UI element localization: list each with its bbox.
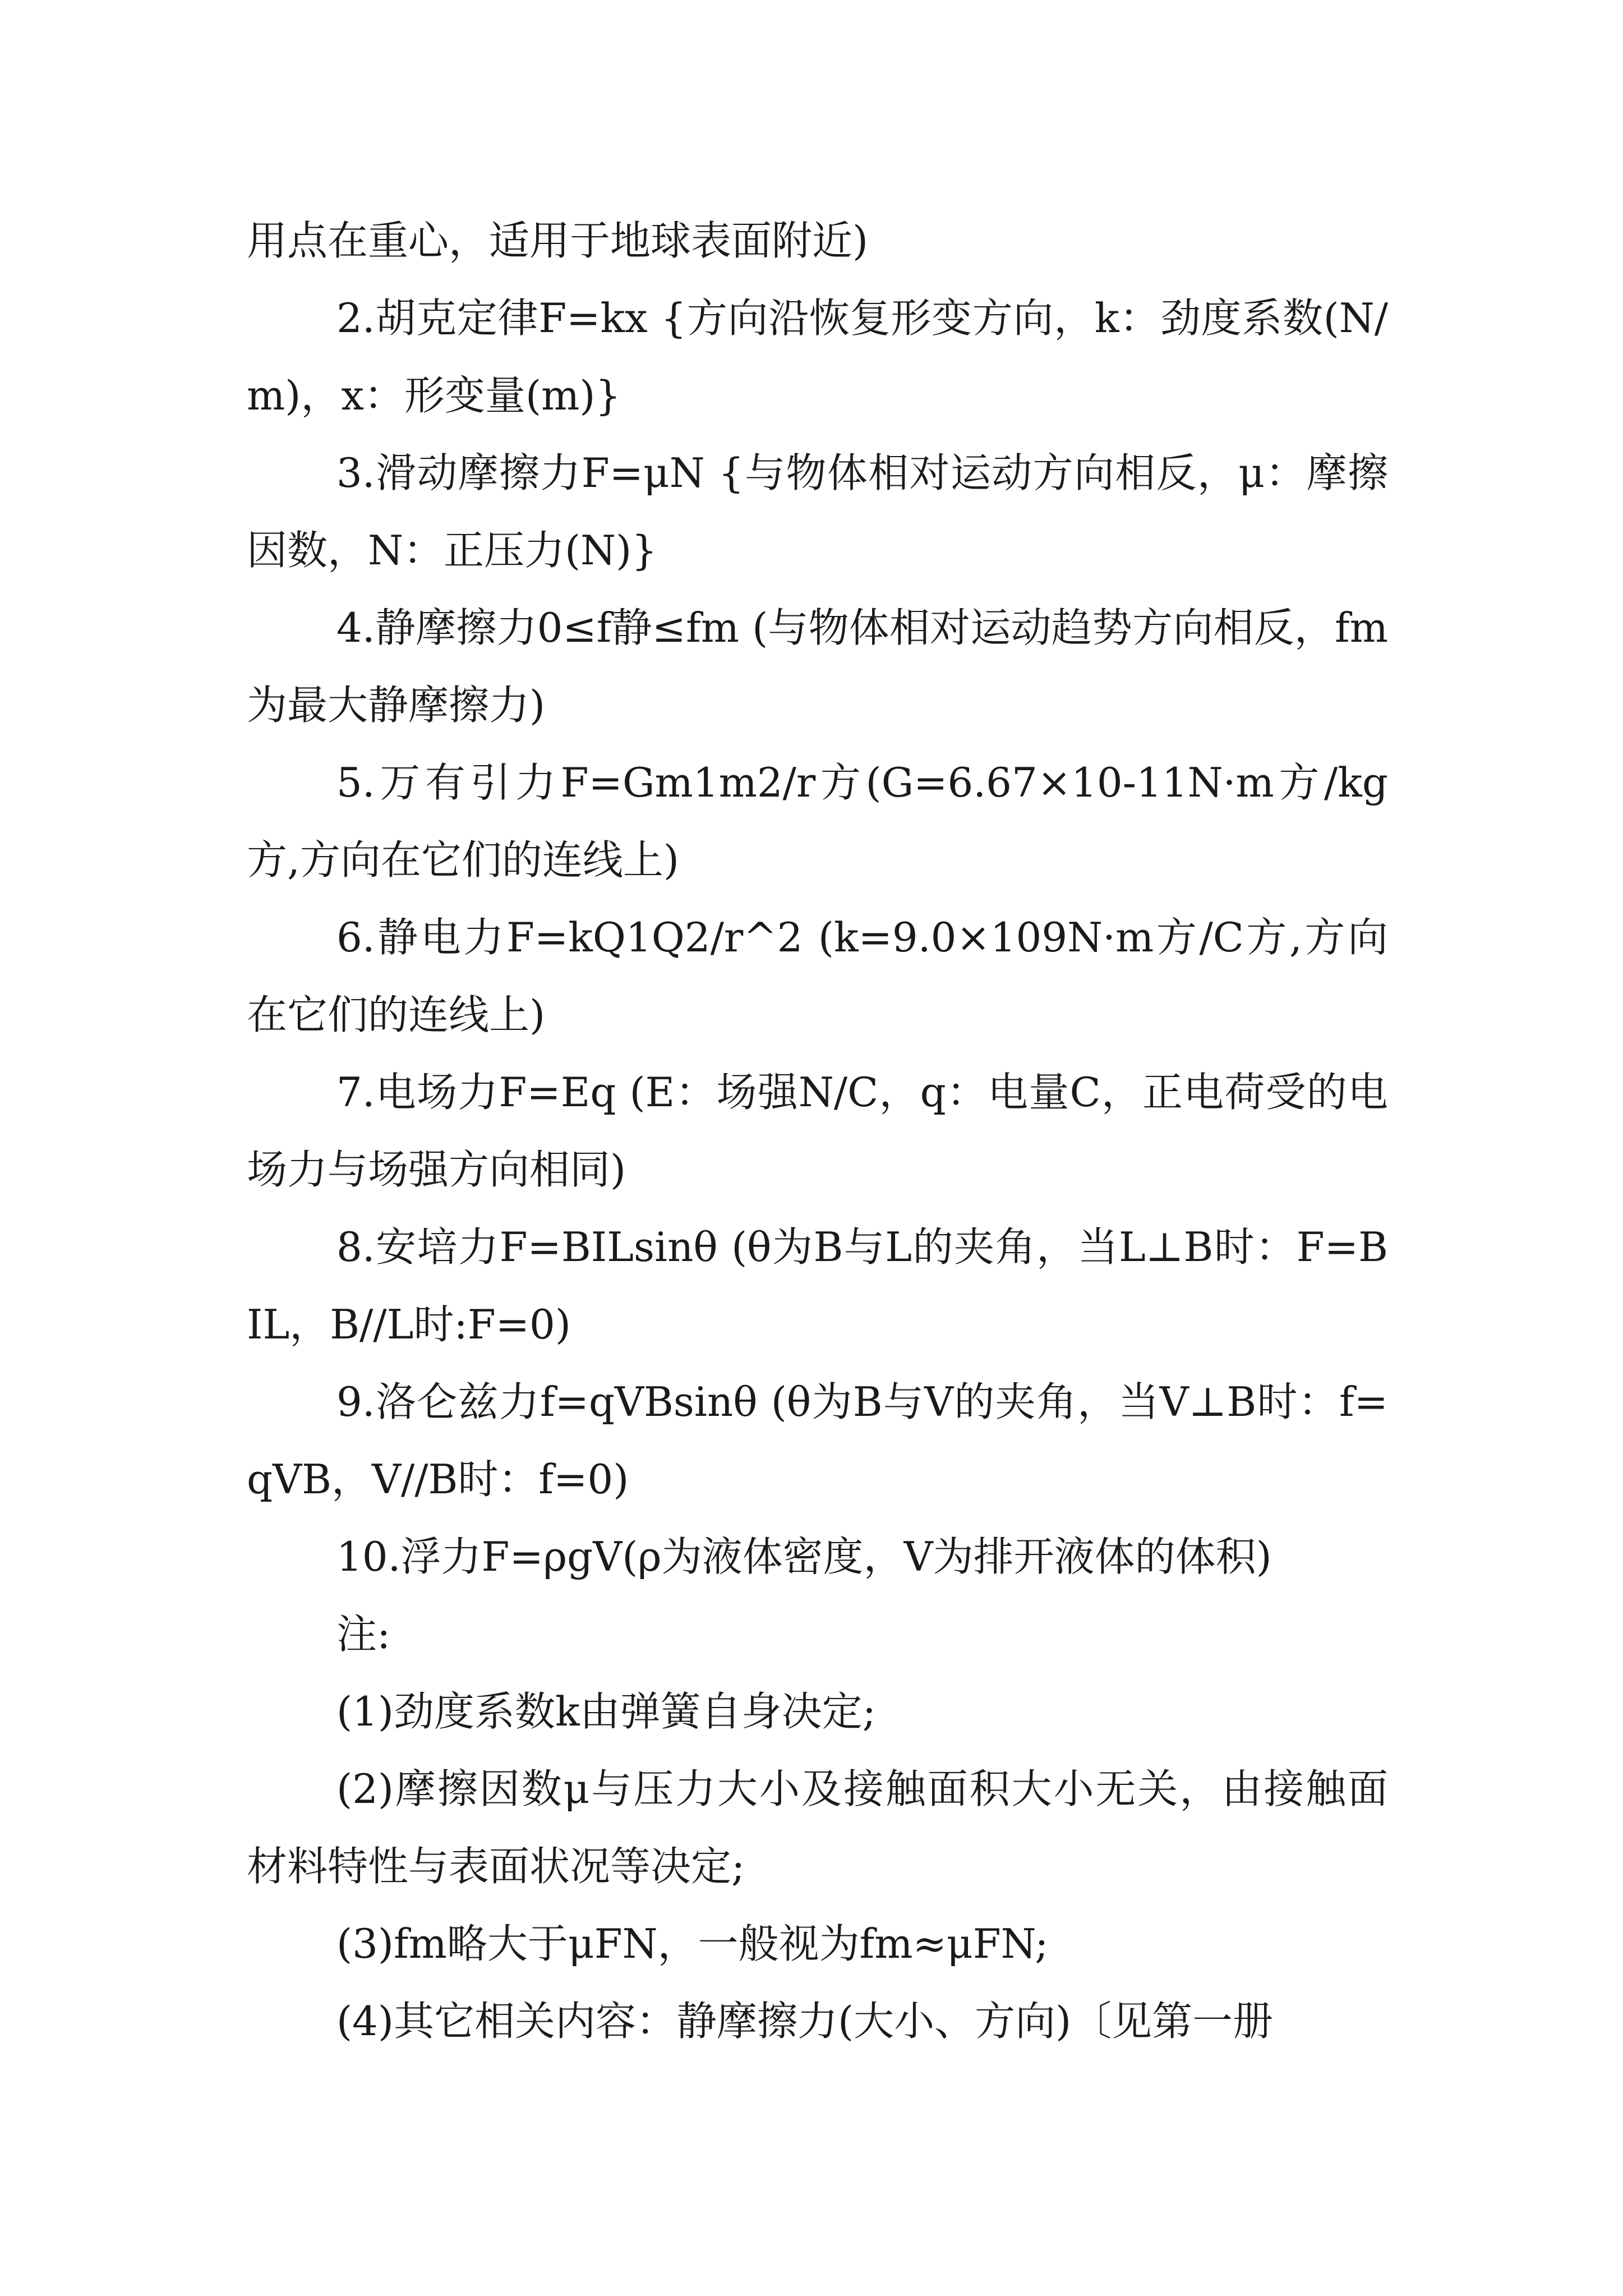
paragraph-gravitation: 5.万有引力F=Gm1m2/r方(G=6.67×10-11N·m方/kg方,方向在它们的连线上) [247, 759, 1388, 884]
paragraph-continuation: 用点在重心，适用于地球表面附近) [247, 217, 869, 264]
paragraph-static-friction: 4.静摩擦力0≤f静≤fm (与物体相对运动趋势方向相反，fm为最大静摩擦力) [247, 604, 1388, 729]
paragraph-ampere-force: 8.安培力F=BILsinθ (θ为B与L的夹角，当L⊥B时：F=BIL，B//L时:F=0) [247, 1223, 1388, 1348]
paragraph-note-2: (2)摩擦因数μ与压力大小及接触面积大小无关，由接触面材料特性与表面状况等决定; [247, 1765, 1388, 1890]
paragraph-notes-heading: 注: [336, 1611, 391, 1658]
paragraph-buoyancy: 10.浮力F=ρgV(ρ为液体密度，V为排开液体的体积) [336, 1533, 1272, 1580]
paragraph-note-3: (3)fm略大于μFN，一般视为fm≈μFN; [336, 1920, 1049, 1967]
paragraph-electrostatic-force: 6.静电力F=kQ1Q2/r^2 (k=9.0×109N·m方/C方,方向在它们的连线上) [247, 914, 1388, 1038]
paragraph-electric-field-force: 7.电场力F=Eq (E：场强N/C，q：电量C，正电荷受的电场力与场强方向相同) [247, 1069, 1388, 1193]
paragraph-sliding-friction: 3.滑动摩擦力F=μN {与物体相对运动方向相反，μ：摩擦因数，N：正压力(N)} [247, 449, 1388, 574]
paragraph-note-1: (1)劲度系数k由弹簧自身决定; [336, 1688, 876, 1735]
document-body [247, 202, 1388, 2060]
paragraph-hookes-law: 2.胡克定律F=kx {方向沿恢复形变方向，k：劲度系数(N/m)，x：形变量(m)} [247, 295, 1388, 419]
paragraph-lorentz-force: 9.洛仑兹力f=qVBsinθ (θ为B与V的夹角，当V⊥B时：f=qVB，V//B时：f=0) [247, 1378, 1388, 1503]
paragraph-note-4: (4)其它相关内容：静摩擦力(大小、方向)〔见第一册 [336, 1998, 1274, 2045]
